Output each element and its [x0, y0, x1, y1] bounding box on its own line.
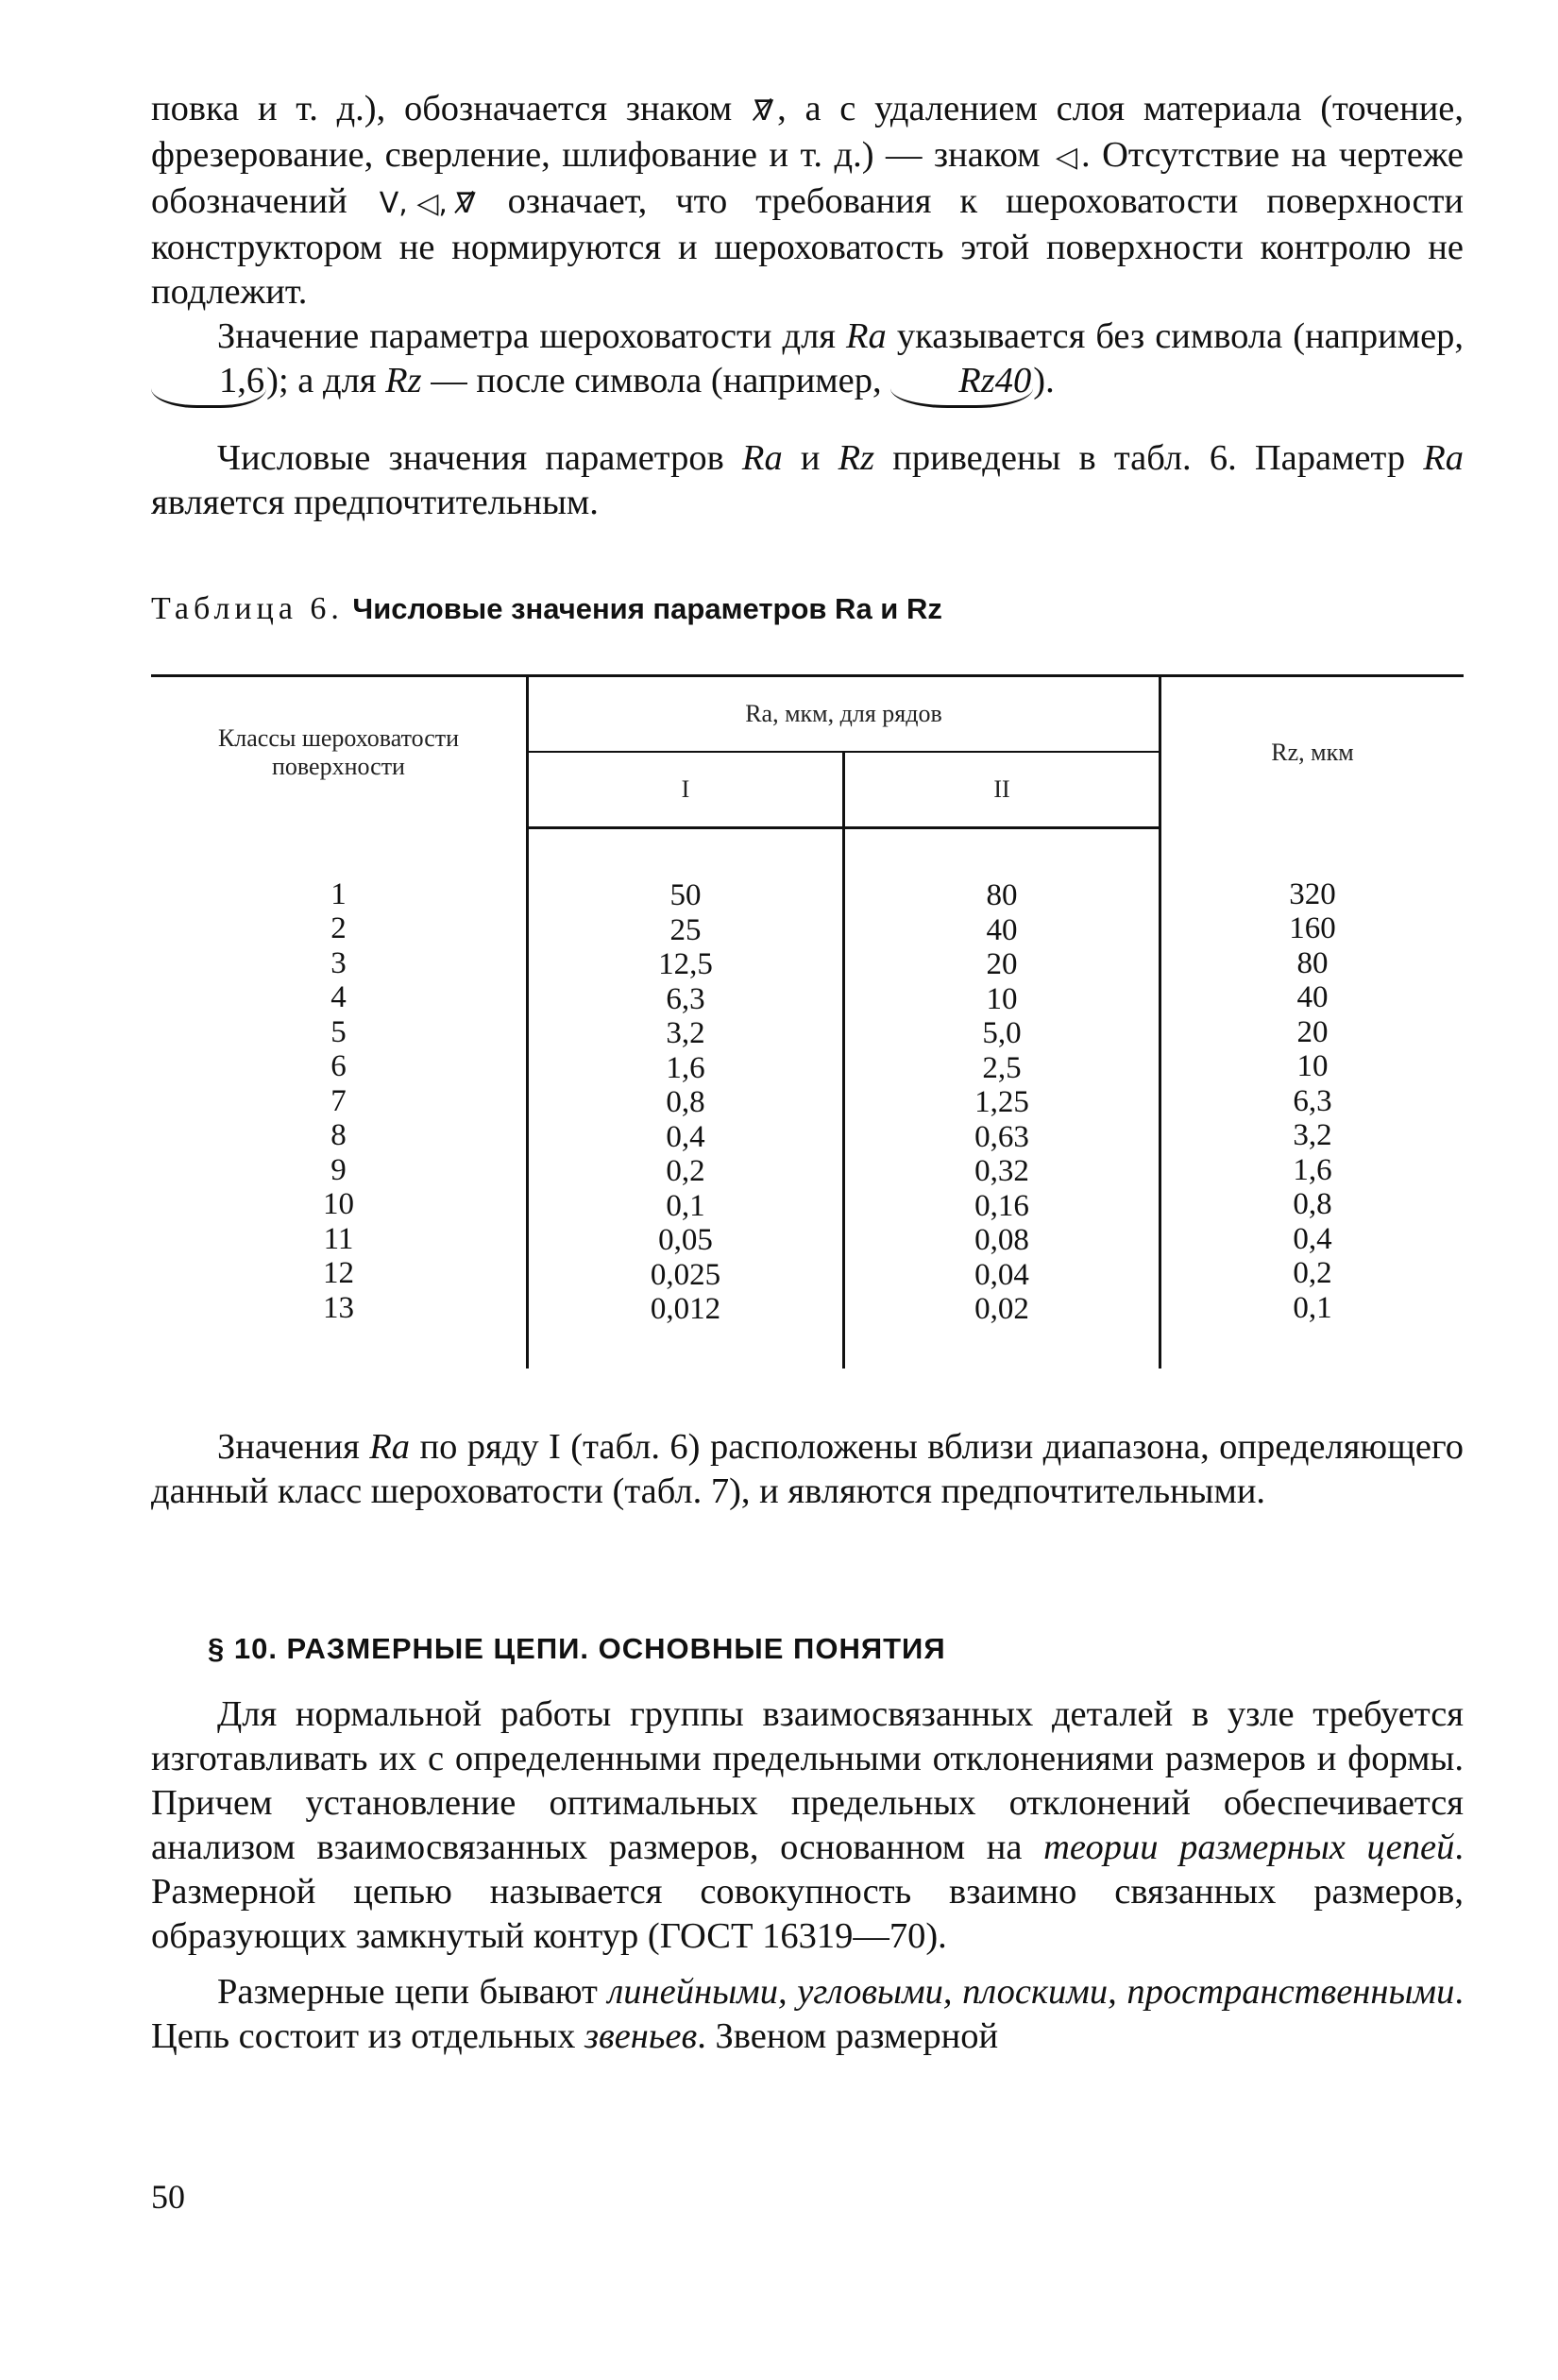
table-cell: 0,4	[1293, 1221, 1332, 1256]
intro-paragraph-1	[151, 87, 1464, 314]
table-cell: 3,2	[666, 1016, 705, 1050]
table-cell: 0,2	[666, 1154, 705, 1188]
roughness-symbol-removal-icon: ◁	[1055, 141, 1078, 174]
header-row-ii: II	[844, 752, 1160, 828]
text-span: Размерные цепи бывают	[217, 1971, 598, 2012]
table-cell: 20	[1296, 1014, 1329, 1049]
text-span: Значения	[217, 1426, 360, 1467]
roughness-table	[151, 674, 1464, 1368]
table-cell: 0,8	[666, 1085, 705, 1119]
table-cell: 50	[669, 878, 702, 912]
param-ra: Ra	[1423, 438, 1464, 478]
roughness-symbols-icon: V, ◁, ∇̸	[379, 187, 476, 220]
table-cell: 0,1	[666, 1188, 705, 1223]
column-rz	[1160, 828, 1465, 1368]
table-cell: 1,25	[974, 1085, 1029, 1119]
text-span: Значение параметра шероховатости для	[217, 316, 836, 356]
text-span: . Звеном размерной	[697, 2015, 999, 2056]
text-span: — после символа (например,	[431, 361, 882, 400]
table-cell: 6,3	[1293, 1083, 1332, 1118]
term-italic: линейными, угловыми, плоскими, пространственными	[607, 1971, 1455, 2012]
table-cell: 1,6	[1293, 1152, 1332, 1187]
table-cell: 0,32	[974, 1154, 1029, 1188]
table-cell: 20	[986, 947, 1018, 981]
table-cell: 25	[669, 912, 702, 947]
table-cell: 6	[330, 1049, 347, 1083]
table-cell: 3	[330, 945, 347, 980]
page-number: 50	[151, 2178, 185, 2216]
table-cell: 40	[986, 912, 1018, 947]
table-cell: 10	[1296, 1049, 1329, 1083]
header-row-i: I	[528, 752, 844, 828]
table-cell: 8	[330, 1118, 347, 1152]
table-cell: 12	[323, 1256, 354, 1290]
text-span: приведены в табл. 6. Параметр	[892, 438, 1406, 478]
table-cell: 13	[323, 1290, 354, 1325]
table-cell: 6,3	[666, 981, 705, 1016]
column-classes	[151, 828, 528, 1368]
text-span: является предпочтительным.	[151, 483, 599, 522]
table-cell: 320	[1289, 876, 1336, 911]
table-cell: 160	[1289, 911, 1336, 945]
table-cell: 12,5	[658, 947, 713, 981]
table-cell: 0,025	[650, 1257, 721, 1292]
section-heading: § 10. РАЗМЕРНЫЕ ЦЕПИ. ОСНОВНЫЕ ПОНЯТИЯ	[208, 1631, 946, 1665]
text-span: ); а для	[266, 361, 377, 400]
text-span: по ряду I (табл. 6) расположены вблизи диапазона, определяющего данный класс шероховатости (табл. 7), и являются предпочтительными.	[151, 1426, 1465, 1511]
text-span: ).	[1033, 361, 1055, 400]
param-ra: Ra	[369, 1426, 411, 1467]
table-cell: 0,04	[974, 1257, 1029, 1292]
term-italic: теории размерных цепей	[1043, 1827, 1455, 1867]
text-span: и	[800, 438, 821, 478]
header-rz: Rz, мкм	[1160, 676, 1465, 828]
text-span: . Отсутствие на чертеже обозначений	[151, 135, 1464, 221]
table-cell: 5,0	[982, 1016, 1022, 1050]
intro-paragraph-3	[151, 436, 1464, 525]
table-cell: 5	[330, 1014, 347, 1049]
intro-paragraph-2	[151, 314, 1464, 408]
table-cell: 80	[1296, 945, 1329, 980]
table-cell: 0,02	[974, 1292, 1029, 1326]
table-cell: 0,63	[974, 1119, 1029, 1154]
after-table-paragraph	[151, 1425, 1464, 1514]
table-cell: 0,05	[658, 1223, 713, 1257]
text-span: . Цепь состоит из отдельных	[151, 1971, 1465, 2056]
param-rz: Rz	[385, 361, 422, 400]
text-span: Для нормальной работы группы взаимосвязанных деталей в узле требуется изготавливать их с определенными предельными отклонениями размеров и формы. Причем установление оптимальных предельных отклонений обеспечивается анализом взаимосвязанных размеров, основанном на	[151, 1693, 1464, 1867]
text-span: , а с удалением слоя материала (точение, фрезерование, сверление, шлифование и т. д.) — знаком	[151, 89, 1465, 175]
table-cell: 0,1	[1293, 1290, 1332, 1325]
table-cell: 11	[323, 1221, 354, 1256]
table-cell: 40	[1296, 980, 1329, 1014]
table-cell: 0,012	[650, 1292, 721, 1326]
table-cell: 2	[330, 911, 347, 945]
section-paragraph-1	[151, 1692, 1464, 1959]
table-cell: 0,2	[1293, 1256, 1332, 1290]
table-cell: 0,8	[1293, 1187, 1332, 1221]
table-cell: 1	[330, 876, 347, 911]
table-cell: 9	[330, 1152, 347, 1187]
param-ra: Ra	[846, 316, 887, 356]
roughness-symbol-no-removal-icon: ∇̸	[754, 94, 774, 128]
table-caption-title: Числовые значения параметров Ra и Rz	[352, 592, 942, 625]
section-paragraph-2	[151, 1970, 1464, 2059]
table-cell: 3,2	[1293, 1118, 1332, 1152]
example-rz-value: Rz40	[890, 359, 1033, 408]
table-cell: 7	[330, 1083, 347, 1118]
column-ra-row-i	[528, 828, 844, 1368]
table-cell: 10	[986, 981, 1018, 1016]
table-caption	[151, 591, 1464, 627]
page-content	[151, 87, 1464, 2059]
text-span: . Размерной цепью называется совокупность взаимно связанных размеров, образующих замкнутый контур (ГОСТ 16319—70).	[151, 1827, 1464, 1956]
text-span: Числовые значения параметров	[217, 438, 724, 478]
header-classes: Классы шероховатости поверхности	[151, 676, 528, 828]
text-span: указывается без символа (например,	[896, 316, 1465, 356]
table-cell: 0,08	[974, 1223, 1029, 1257]
table-cell: 0,4	[666, 1119, 705, 1154]
table-cell: 1,6	[666, 1050, 705, 1085]
table-caption-label: Таблица 6.	[151, 591, 344, 626]
column-ra-row-ii	[844, 828, 1160, 1368]
table-cell: 2,5	[982, 1050, 1022, 1085]
header-ra: Ra, мкм, для рядов	[528, 676, 1160, 753]
text-span: означает, что требования к шероховатости поверхности конструктором не нормируются и шероховатость этой поверхности контролю не подлежит.	[151, 181, 1465, 312]
table-cell: 4	[330, 980, 347, 1014]
example-ra-value: 1,6	[151, 359, 266, 408]
param-ra: Ra	[741, 438, 783, 478]
table-cell: 80	[986, 878, 1018, 912]
text-span: повка и т. д.), обозначается знаком	[151, 89, 733, 128]
table-cell: 10	[323, 1187, 354, 1221]
param-rz: Rz	[838, 438, 875, 478]
term-italic: звеньев	[584, 2015, 698, 2056]
table-cell: 0,16	[974, 1188, 1029, 1223]
